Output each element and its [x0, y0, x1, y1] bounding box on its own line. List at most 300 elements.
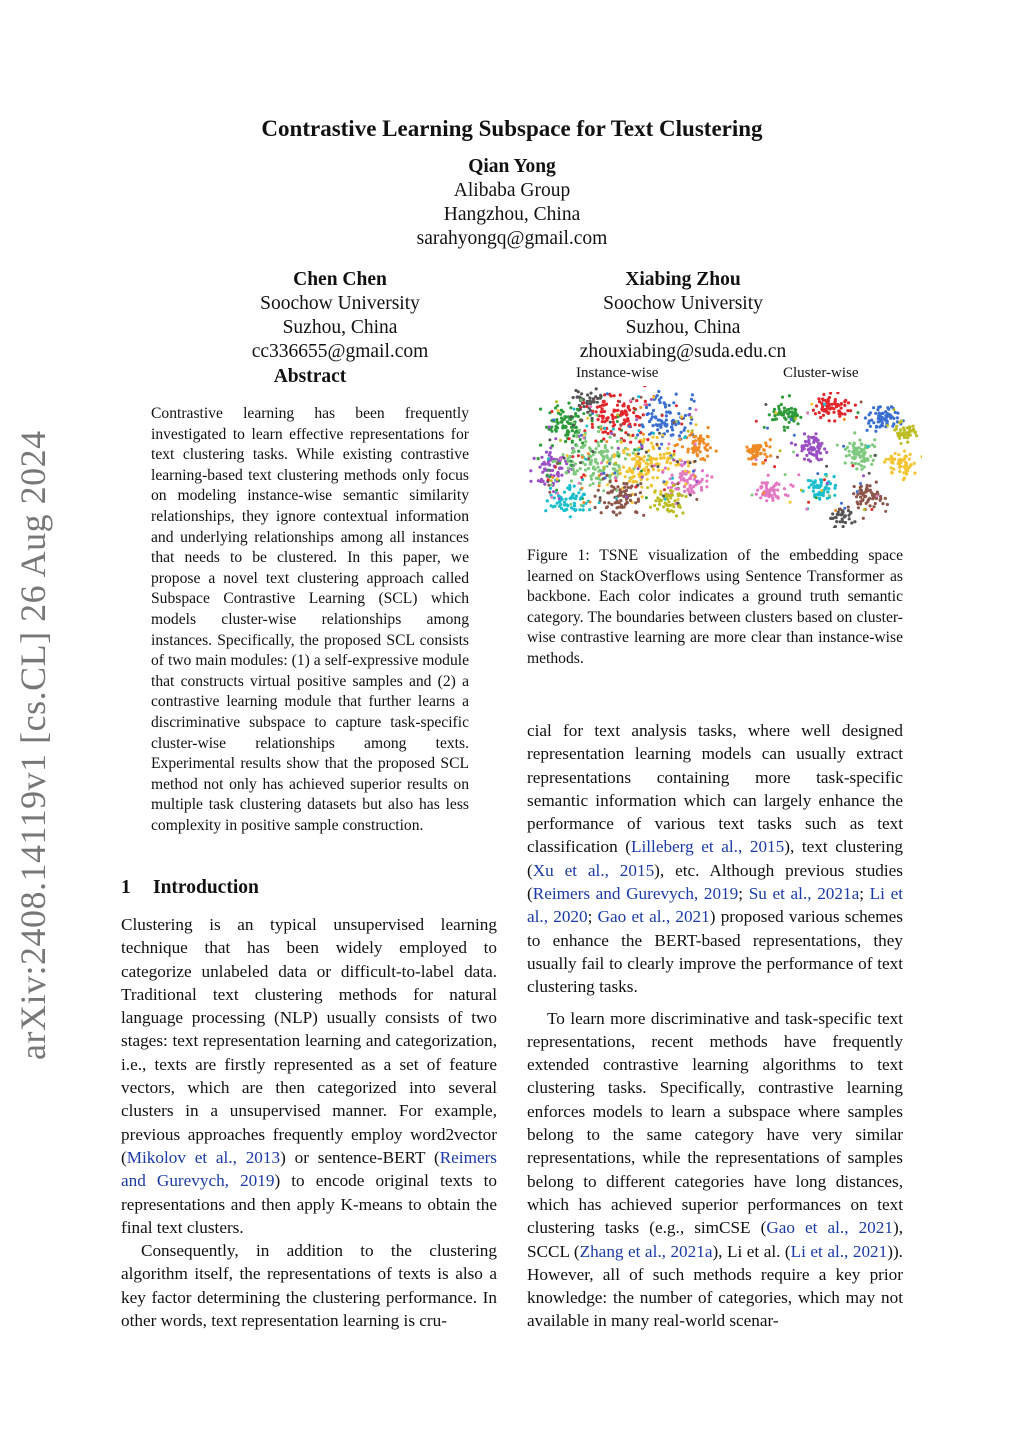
tsne-point — [844, 399, 847, 402]
tsne-point — [684, 414, 687, 417]
tsne-point — [597, 489, 600, 492]
tsne-point — [619, 472, 622, 475]
tsne-point — [903, 477, 906, 480]
tsne-point — [900, 459, 903, 462]
tsne-point — [678, 476, 681, 479]
tsne-point — [690, 398, 693, 401]
tsne-point — [600, 473, 603, 476]
tsne-point — [779, 449, 782, 452]
tsne-point — [614, 477, 617, 480]
tsne-point — [810, 403, 813, 406]
tsne-point — [637, 395, 640, 398]
tsne-point — [913, 462, 916, 465]
tsne-point — [671, 456, 674, 459]
tsne-point — [627, 433, 630, 436]
tsne-point — [860, 485, 863, 488]
tsne-point — [529, 469, 532, 472]
tsne-point — [692, 470, 695, 473]
tsne-point — [860, 464, 863, 467]
figure-label-cluster-wise: Cluster-wise — [783, 365, 859, 381]
tsne-point — [689, 477, 692, 480]
tsne-point — [705, 485, 708, 488]
tsne-point — [576, 469, 579, 472]
tsne-point — [828, 396, 831, 399]
tsne-point — [849, 511, 852, 514]
tsne-point — [578, 482, 581, 485]
tsne-point — [559, 413, 562, 416]
tsne-point — [909, 430, 912, 433]
tsne-point — [604, 446, 607, 449]
tsne-point — [588, 508, 591, 511]
tsne-point — [563, 491, 566, 494]
tsne-point — [886, 424, 889, 427]
tsne-point — [592, 453, 595, 456]
tsne-point — [615, 513, 618, 516]
tsne-point — [650, 442, 653, 445]
intro-left-column — [121, 913, 497, 1332]
tsne-point — [595, 447, 598, 450]
citation-link[interactable]: Li et al., 2021 — [790, 1241, 888, 1261]
tsne-point — [876, 491, 879, 494]
citation-link[interactable]: Gao et al., 2021 — [597, 907, 710, 927]
author-location: Hangzhou, China — [443, 204, 581, 225]
tsne-point — [709, 446, 712, 449]
tsne-point — [766, 488, 769, 491]
tsne-point — [822, 414, 825, 417]
tsne-point — [657, 469, 660, 472]
citation-link[interactable]: Reimers and Gurevych, 2019 — [121, 1147, 497, 1191]
tsne-point — [605, 465, 608, 468]
tsne-point — [825, 475, 828, 478]
tsne-point — [575, 429, 578, 432]
tsne-point — [860, 448, 863, 451]
tsne-point — [660, 443, 663, 446]
tsne-point — [833, 494, 836, 497]
tsne-point — [625, 413, 628, 416]
tsne-point — [824, 408, 827, 411]
tsne-point — [583, 444, 586, 447]
tsne-point — [847, 514, 850, 517]
tsne-point — [694, 408, 697, 411]
tsne-point — [706, 455, 709, 458]
tsne-point — [715, 450, 718, 453]
tsne-point — [618, 511, 621, 514]
tsne-point — [635, 399, 638, 402]
tsne-point — [578, 508, 581, 511]
tsne-point — [592, 482, 595, 485]
section-heading-introduction — [121, 877, 259, 899]
tsne-point — [579, 498, 582, 501]
tsne-point — [850, 521, 853, 524]
tsne-point — [588, 446, 591, 449]
tsne-point — [763, 426, 766, 429]
tsne-point — [860, 442, 863, 445]
tsne-point — [634, 436, 637, 439]
tsne-point — [883, 460, 886, 463]
tsne-point — [692, 440, 695, 443]
tsne-point — [766, 427, 769, 430]
tsne-point — [669, 489, 672, 492]
citation-link[interactable]: Zhang et al., 2021a — [579, 1241, 713, 1261]
tsne-point — [914, 431, 917, 434]
tsne-point — [794, 417, 797, 420]
tsne-point — [868, 413, 871, 416]
tsne-point — [625, 482, 628, 485]
tsne-point — [595, 477, 598, 480]
tsne-point — [637, 429, 640, 432]
tsne-point — [803, 458, 806, 461]
tsne-point — [859, 502, 862, 505]
tsne-point — [774, 412, 777, 415]
tsne-scatter-cluster-wise — [732, 392, 922, 528]
tsne-point — [654, 458, 657, 461]
tsne-point — [576, 435, 579, 438]
tsne-point — [664, 493, 667, 496]
tsne-point — [612, 428, 615, 431]
tsne-point — [854, 404, 857, 407]
tsne-point — [790, 415, 793, 418]
tsne-point — [603, 410, 606, 413]
tsne-point — [751, 456, 754, 459]
tsne-point — [548, 491, 551, 494]
tsne-point — [596, 414, 599, 417]
tsne-point — [819, 484, 822, 487]
tsne-point — [881, 422, 884, 425]
tsne-point — [759, 486, 762, 489]
tsne-point — [834, 509, 837, 512]
tsne-point — [863, 508, 866, 511]
tsne-point — [706, 449, 709, 452]
tsne-point — [602, 437, 605, 440]
tsne-point — [764, 441, 767, 444]
tsne-point — [607, 501, 610, 504]
tsne-point — [616, 485, 619, 488]
tsne-point — [881, 502, 884, 505]
tsne-point — [659, 493, 662, 496]
citation-link[interactable]: Li et al., 2020 — [527, 884, 903, 927]
tsne-point — [623, 451, 626, 454]
tsne-point — [862, 474, 865, 477]
tsne-point — [849, 409, 852, 412]
tsne-point — [799, 416, 802, 419]
tsne-point — [816, 472, 819, 475]
tsne-point — [646, 413, 649, 416]
tsne-point — [653, 504, 656, 507]
tsne-point — [650, 398, 653, 401]
tsne-point — [567, 467, 570, 470]
tsne-point — [765, 455, 768, 458]
tsne-point — [606, 450, 609, 453]
tsne-point — [555, 420, 558, 423]
tsne-point — [582, 508, 585, 511]
tsne-point — [552, 490, 555, 493]
tsne-point — [656, 394, 659, 397]
tsne-point — [610, 490, 613, 493]
tsne-point — [558, 497, 561, 500]
tsne-point — [866, 459, 869, 462]
tsne-point — [667, 486, 670, 489]
tsne-point — [869, 504, 872, 507]
tsne-point — [838, 415, 841, 418]
tsne-point — [852, 492, 855, 495]
tsne-point — [601, 407, 604, 410]
tsne-point — [624, 431, 627, 434]
tsne-point — [638, 440, 641, 443]
tsne-point — [764, 459, 767, 462]
tsne-point — [603, 427, 606, 430]
tsne-point — [687, 448, 690, 451]
tsne-point — [654, 499, 657, 502]
tsne-point — [782, 413, 785, 416]
tsne-point — [657, 390, 660, 393]
tsne-point — [840, 502, 843, 505]
tsne-point — [668, 442, 671, 445]
tsne-point — [842, 525, 845, 528]
tsne-point — [768, 445, 771, 448]
tsne-point — [605, 474, 608, 477]
tsne-point — [586, 417, 589, 420]
tsne-point — [652, 409, 655, 412]
tsne-point — [833, 487, 836, 490]
tsne-point — [675, 393, 678, 396]
tsne-point — [672, 401, 675, 404]
author-location: Suzhou, China — [625, 317, 741, 338]
tsne-point — [588, 396, 591, 399]
tsne-point — [547, 460, 550, 463]
tsne-point — [679, 506, 682, 509]
tsne-point — [874, 502, 877, 505]
tsne-point — [804, 440, 807, 443]
tsne-point — [569, 515, 572, 518]
tsne-point — [870, 463, 873, 466]
tsne-point — [665, 411, 668, 414]
tsne-point — [601, 420, 604, 423]
tsne-point — [694, 435, 697, 438]
tsne-point — [857, 506, 860, 509]
tsne-point — [834, 484, 837, 487]
citation-link[interactable]: Lilleberg et al., 2015 — [631, 837, 785, 857]
tsne-point — [706, 435, 709, 438]
tsne-point — [847, 506, 850, 509]
tsne-point — [597, 418, 600, 421]
tsne-point — [653, 464, 656, 467]
tsne-point — [783, 487, 786, 490]
tsne-point — [600, 410, 603, 413]
tsne-point — [647, 454, 650, 457]
tsne-point — [681, 494, 684, 497]
tsne-point — [630, 485, 633, 488]
tsne-point — [775, 482, 778, 485]
tsne-point — [665, 461, 668, 464]
tsne-point — [576, 395, 579, 398]
tsne-point — [585, 425, 588, 428]
tsne-point — [604, 476, 607, 479]
tsne-point — [568, 437, 571, 440]
tsne-point — [594, 495, 597, 498]
tsne-point — [893, 458, 896, 461]
tsne-point — [863, 459, 866, 462]
citation-link[interactable]: Su et al., 2021a — [748, 884, 860, 904]
tsne-point — [693, 400, 696, 403]
tsne-point — [635, 462, 638, 465]
tsne-point — [625, 495, 628, 498]
tsne-point — [859, 482, 862, 485]
tsne-point — [609, 436, 612, 439]
tsne-point — [832, 407, 835, 410]
tsne-point — [533, 457, 536, 460]
tsne-point — [642, 433, 645, 436]
tsne-point — [773, 493, 776, 496]
tsne-point — [658, 503, 661, 506]
tsne-point — [853, 431, 856, 434]
tsne-point — [603, 472, 606, 475]
tsne-point — [623, 422, 626, 425]
tsne-point — [611, 413, 614, 416]
citation-link[interactable]: Xu et al., 2015 — [532, 860, 655, 880]
tsne-point — [600, 428, 603, 431]
tsne-point — [582, 405, 585, 408]
tsne-point — [762, 492, 765, 495]
tsne-point — [544, 509, 547, 512]
tsne-point — [783, 429, 786, 432]
tsne-point — [582, 436, 585, 439]
tsne-point — [686, 450, 689, 453]
tsne-point — [677, 493, 680, 496]
tsne-point — [807, 435, 810, 438]
tsne-point — [674, 444, 677, 447]
tsne-point — [581, 487, 584, 490]
tsne-point — [755, 420, 758, 423]
tsne-point — [657, 423, 660, 426]
tsne-point — [769, 494, 772, 497]
tsne-point — [809, 460, 812, 463]
tsne-point — [843, 413, 846, 416]
tsne-point — [811, 449, 814, 452]
tsne-point — [684, 470, 687, 473]
tsne-point — [826, 497, 829, 500]
tsne-point — [664, 498, 667, 501]
tsne-point — [872, 505, 875, 508]
citation-link[interactable]: Mikolov et al., 2013 — [126, 1147, 281, 1167]
tsne-point — [807, 439, 810, 442]
tsne-point — [605, 440, 608, 443]
tsne-point — [638, 448, 641, 451]
tsne-point — [814, 432, 817, 435]
tsne-point — [598, 501, 601, 504]
tsne-point — [855, 495, 858, 498]
tsne-point — [886, 412, 889, 415]
tsne-point — [646, 486, 649, 489]
citation-link[interactable]: Reimers and Gurevych, 2019 — [532, 884, 739, 904]
tsne-point — [665, 414, 668, 417]
tsne-point — [803, 432, 806, 435]
tsne-point — [599, 397, 602, 400]
arxiv-sidebar-stamp: arXiv:2408.14119v1 [cs.CL] 26 Aug 2024 — [13, 430, 53, 1060]
tsne-point — [572, 424, 575, 427]
tsne-point — [574, 509, 577, 512]
tsne-point — [805, 454, 808, 457]
tsne-point — [548, 438, 551, 441]
tsne-point — [697, 437, 700, 440]
tsne-point — [613, 453, 616, 456]
tsne-point — [889, 466, 892, 469]
tsne-point — [886, 406, 889, 409]
tsne-point — [623, 402, 626, 405]
tsne-point — [589, 405, 592, 408]
tsne-point — [815, 450, 818, 453]
tsne-point — [547, 484, 550, 487]
tsne-point — [677, 488, 680, 491]
tsne-point — [745, 446, 748, 449]
intro-paragraph-4: To learn more discriminative and task-specific text representations, recent methods have frequently extended contrastive learning algorithms to text clustering tasks. Specifically, contrastive learning enforces models to learn a subspace where samples belong to the same category have very similar representations, while the representations of samples belong to different categories have long distances, which has achieved superior performances on text clustering tasks (e.g., simCSE (Gao et al., 2021), SCCL (Zhang et al., 2021a), Li et al. (Li et al., 2021)). However, all of such methods require a key prior knowledge: the number of categories, which may not available in many real-world scenar- — [527, 1008, 903, 1331]
tsne-point — [567, 402, 570, 405]
tsne-point — [638, 456, 641, 459]
tsne-point — [858, 489, 861, 492]
tsne-point — [757, 446, 760, 449]
author-affiliation: Alibaba Group — [453, 180, 571, 201]
tsne-point — [680, 415, 683, 418]
tsne-point — [580, 495, 583, 498]
citation-link[interactable]: Gao et al., 2021 — [766, 1218, 893, 1238]
tsne-point — [827, 487, 830, 490]
tsne-point — [864, 491, 867, 494]
tsne-point — [628, 408, 631, 411]
tsne-point — [710, 475, 713, 478]
tsne-point — [915, 434, 918, 437]
tsne-point — [847, 401, 850, 404]
tsne-point — [631, 434, 634, 437]
tsne-point — [842, 445, 845, 448]
tsne-point — [779, 410, 782, 413]
tsne-point — [776, 488, 779, 491]
tsne-point — [551, 469, 554, 472]
tsne-point — [895, 428, 898, 431]
tsne-point — [572, 496, 575, 499]
tsne-point — [881, 412, 884, 415]
tsne-point — [548, 463, 551, 466]
tsne-point — [572, 434, 575, 437]
tsne-point — [594, 506, 597, 509]
tsne-point — [780, 403, 783, 406]
tsne-point — [579, 408, 582, 411]
tsne-point — [833, 401, 836, 404]
tsne-point — [580, 398, 583, 401]
tsne-point — [908, 458, 911, 461]
tsne-point — [606, 483, 609, 486]
tsne-point — [622, 482, 625, 485]
tsne-point — [898, 470, 901, 473]
tsne-point — [643, 469, 646, 472]
tsne-point — [800, 489, 803, 492]
tsne-point — [690, 474, 693, 477]
tsne-point — [594, 468, 597, 471]
tsne-point — [615, 489, 618, 492]
tsne-point — [548, 454, 551, 457]
tsne-point — [888, 458, 891, 461]
tsne-point — [681, 445, 684, 448]
tsne-point — [652, 468, 655, 471]
tsne-point — [871, 494, 874, 497]
tsne-point — [659, 453, 662, 456]
tsne-point — [836, 392, 839, 394]
tsne-point — [876, 408, 879, 411]
tsne-point — [674, 464, 677, 467]
tsne-point — [840, 407, 843, 410]
tsne-point — [639, 482, 642, 485]
author-block-chen-chen — [190, 268, 490, 364]
tsne-point — [573, 485, 576, 488]
tsne-point — [698, 442, 701, 445]
